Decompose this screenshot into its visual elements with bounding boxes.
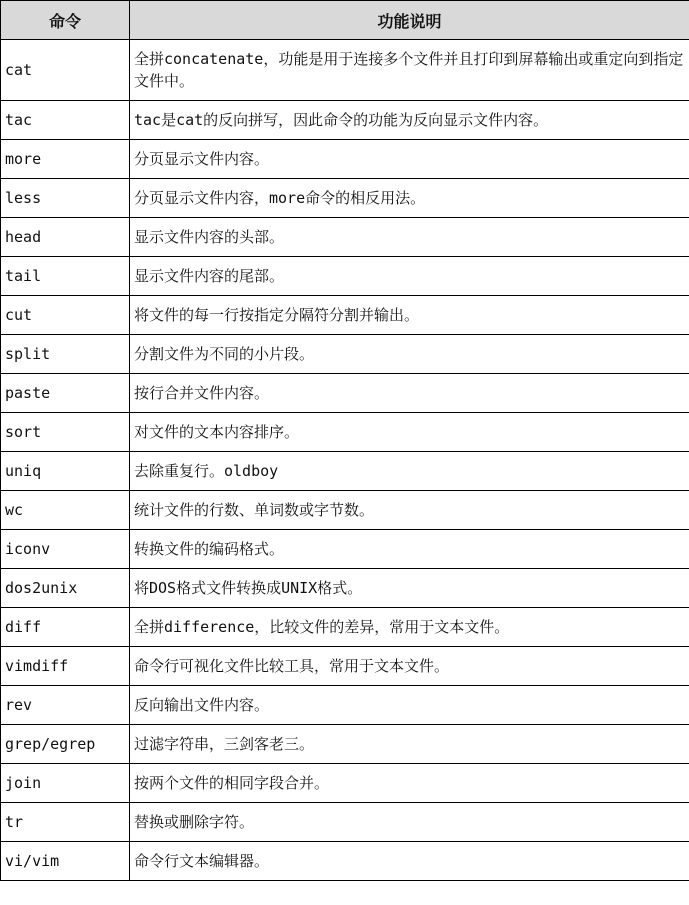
description-cell: tac是cat的反向拼写，因此命令的功能为反向显示文件内容。 xyxy=(130,101,689,140)
table-row xyxy=(1,803,689,842)
description-cell: 将文件的每一行按指定分隔符分割并输出。 xyxy=(130,296,689,335)
command-cell: cut xyxy=(1,296,130,335)
table-row xyxy=(1,101,689,140)
command-cell: paste xyxy=(1,374,130,413)
command-cell: tac xyxy=(1,101,130,140)
description-cell: 显示文件内容的尾部。 xyxy=(130,257,689,296)
description-cell: 命令行文本编辑器。 xyxy=(130,842,689,881)
description-cell: 转换文件的编码格式。 xyxy=(130,530,689,569)
description-cell: 将DOS格式文件转换成UNIX格式。 xyxy=(130,569,689,608)
table-row xyxy=(1,218,689,257)
command-cell: more xyxy=(1,140,130,179)
table-row xyxy=(1,530,689,569)
command-cell: grep/egrep xyxy=(1,725,130,764)
command-cell: diff xyxy=(1,608,130,647)
command-cell: split xyxy=(1,335,130,374)
description-cell: 命令行可视化文件比较工具，常用于文本文件。 xyxy=(130,647,689,686)
table-row xyxy=(1,374,689,413)
command-cell: tail xyxy=(1,257,130,296)
table-row xyxy=(1,686,689,725)
command-cell: vimdiff xyxy=(1,647,130,686)
command-cell: wc xyxy=(1,491,130,530)
table-row xyxy=(1,413,689,452)
command-cell: dos2unix xyxy=(1,569,130,608)
description-cell: 按两个文件的相同字段合并。 xyxy=(130,764,689,803)
command-cell: sort xyxy=(1,413,130,452)
description-cell: 去除重复行。oldboy xyxy=(130,452,689,491)
command-cell: join xyxy=(1,764,130,803)
table-row xyxy=(1,569,689,608)
description-cell: 全拼difference，比较文件的差异，常用于文本文件。 xyxy=(130,608,689,647)
command-cell: tr xyxy=(1,803,130,842)
description-cell: 显示文件内容的头部。 xyxy=(130,218,689,257)
header-command: 命令 xyxy=(1,1,130,40)
table-row xyxy=(1,764,689,803)
description-cell: 全拼concatenate，功能是用于连接多个文件并且打印到屏幕输出或重定向到指定文件中。 xyxy=(130,40,689,101)
description-cell: 分页显示文件内容，more命令的相反用法。 xyxy=(130,179,689,218)
command-cell: vi/vim xyxy=(1,842,130,881)
table-row xyxy=(1,608,689,647)
command-cell: less xyxy=(1,179,130,218)
command-cell: cat xyxy=(1,40,130,101)
table-row xyxy=(1,452,689,491)
table-row xyxy=(1,647,689,686)
header-description: 功能说明 xyxy=(130,1,689,40)
table-row xyxy=(1,179,689,218)
command-cell: head xyxy=(1,218,130,257)
command-cell: iconv xyxy=(1,530,130,569)
description-cell: 分页显示文件内容。 xyxy=(130,140,689,179)
table-row xyxy=(1,335,689,374)
table-row xyxy=(1,296,689,335)
description-cell: 分割文件为不同的小片段。 xyxy=(130,335,689,374)
description-cell: 反向输出文件内容。 xyxy=(130,686,689,725)
description-cell: 替换或删除字符。 xyxy=(130,803,689,842)
command-cell: rev xyxy=(1,686,130,725)
description-cell: 对文件的文本内容排序。 xyxy=(130,413,689,452)
description-cell: 按行合并文件内容。 xyxy=(130,374,689,413)
table-row xyxy=(1,40,689,101)
table-row xyxy=(1,257,689,296)
table-row xyxy=(1,491,689,530)
table-row xyxy=(1,842,689,881)
command-cell: uniq xyxy=(1,452,130,491)
table-row xyxy=(1,725,689,764)
description-cell: 统计文件的行数、单词数或字节数。 xyxy=(130,491,689,530)
description-cell: 过滤字符串，三剑客老三。 xyxy=(130,725,689,764)
table-header-row xyxy=(1,1,689,40)
table-row xyxy=(1,140,689,179)
